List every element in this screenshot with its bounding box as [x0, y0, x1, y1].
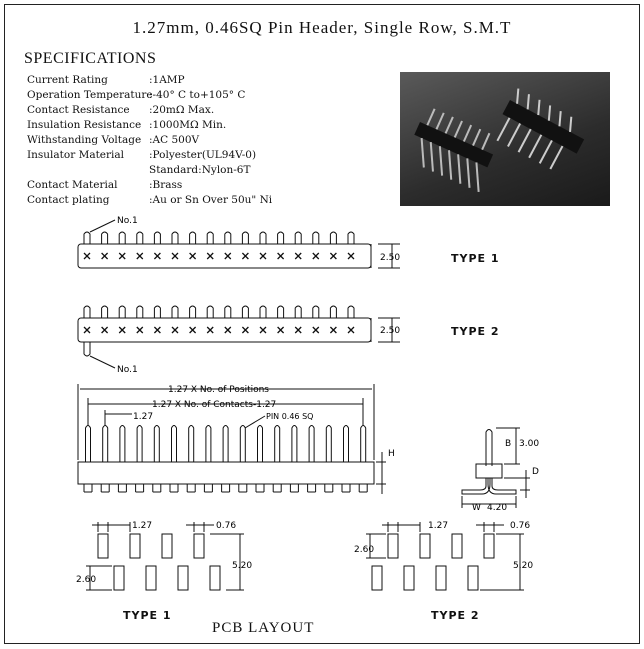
pin-x-mark [260, 253, 266, 259]
spec-label: Withstanding Voltage [27, 134, 142, 146]
smt-pin-tail [119, 306, 125, 318]
spec-label: Contact Material [27, 179, 118, 191]
pcb-type2-label: TYPE 2 [431, 609, 480, 622]
front-pin [275, 426, 280, 463]
smt-pin-tail [225, 306, 231, 318]
smt-pin-tail [137, 306, 143, 318]
smt-pin-tail [330, 232, 336, 244]
type1-top-view [78, 220, 400, 268]
pcb-pad [114, 566, 124, 590]
front-pin [137, 426, 142, 463]
type2-top-view [78, 306, 400, 368]
spec-label: Contact plating [27, 194, 110, 206]
spec-value: :Polyester(UL94V-0) [149, 149, 257, 161]
pin-x-mark [172, 327, 178, 333]
side-body [476, 464, 502, 478]
pin-x-mark [330, 253, 336, 259]
smt-pin-tail [313, 306, 319, 318]
smt-pin-tail [313, 232, 319, 244]
smt-pin-tail [348, 232, 354, 244]
type2-label: TYPE 2 [451, 325, 500, 338]
pin-x-mark [190, 253, 196, 259]
spec-value: :1AMP [149, 74, 185, 86]
pcb-pad [484, 534, 494, 558]
spec-label: Insulation Resistance [27, 119, 142, 131]
smt-pin-tail [242, 306, 248, 318]
pcb-pad [162, 534, 172, 558]
pcb1-260: 2.60 [76, 575, 97, 585]
pin-x-mark [190, 327, 196, 333]
dim-contacts-label: 1.27 X No. of Contacts-1.27 [152, 400, 277, 410]
pcb-pad [388, 534, 398, 558]
pin-x-mark [278, 327, 284, 333]
pin-x-mark [278, 253, 284, 259]
smt-pin-tail [84, 232, 90, 244]
smt-pin-tail [260, 306, 266, 318]
smt-pin-tail [348, 306, 354, 318]
smt-pin-tail [102, 306, 108, 318]
pin-x-mark [242, 253, 248, 259]
front-pin [154, 426, 159, 463]
pin-x-mark [348, 253, 354, 259]
w-value: 4.20 [487, 503, 508, 513]
side-tail-right [488, 478, 516, 494]
front-pin [361, 426, 366, 463]
pin-x-mark [84, 327, 90, 333]
d-label: D [532, 467, 539, 477]
spec-value: :AC 500V [149, 134, 200, 146]
spec-label: Operation Temperature [27, 89, 153, 101]
smt-pin-tail [207, 232, 213, 244]
pitch-label: 1.27 [133, 412, 154, 422]
smt-pin-tail [242, 232, 248, 244]
pin-x-mark [207, 253, 213, 259]
dim-positions-label: 1.27 X No. of Positions [168, 385, 269, 395]
pcb-type1-label: TYPE 1 [123, 609, 172, 622]
smt-pin-tail [190, 306, 196, 318]
pcb-pad [130, 534, 140, 558]
pin-x-mark [119, 253, 125, 259]
pcb1-pitch: 1.27 [132, 521, 153, 531]
smt-pin-tail [260, 232, 266, 244]
front-pin [292, 426, 297, 463]
smt-pin-tail [172, 232, 178, 244]
smt-pin-tail [278, 232, 284, 244]
no1-label-top: No.1 [117, 216, 138, 226]
pin-x-mark [225, 327, 231, 333]
pcb2-width: 0.76 [510, 521, 531, 531]
smt-pin-tail [172, 306, 178, 318]
w-label: W [472, 503, 481, 513]
spec-label: Contact Resistance [27, 104, 130, 116]
pin-x-mark [172, 253, 178, 259]
pcb-pad [210, 566, 220, 590]
pcb-layout-title: PCB LAYOUT [212, 620, 315, 636]
front-pin [189, 426, 194, 463]
pcb1-width: 0.76 [216, 521, 237, 531]
side-tail-left [462, 478, 490, 494]
smt-pin-tail [207, 306, 213, 318]
smt-pin-tail [154, 306, 160, 318]
front-pin [344, 426, 349, 463]
pin-x-mark [102, 327, 108, 333]
pcb-pad [178, 566, 188, 590]
pin-x-mark [242, 327, 248, 333]
page-title: 1.27mm, 0.46SQ Pin Header, Single Row, S.M.T [132, 18, 512, 37]
pin-x-mark [313, 253, 319, 259]
smt-pin-tail [295, 232, 301, 244]
pin-x-mark [207, 327, 213, 333]
spec-value: :-40° C to+105° C [149, 89, 246, 101]
smt-pin-tail [330, 306, 336, 318]
pin-x-mark [154, 327, 160, 333]
pcb1-520: 5.20 [232, 561, 253, 571]
pcb2-520: 5.20 [513, 561, 534, 571]
h-label: H [388, 449, 395, 459]
pin-x-mark [119, 327, 125, 333]
pcb2-pitch: 1.27 [428, 521, 449, 531]
front-pin [326, 426, 331, 463]
pcb-pad [452, 534, 462, 558]
pin-size-label: PIN 0.46 SQ [266, 412, 314, 421]
spec-label: Insulator Material [27, 149, 125, 161]
smt-pin-tail-bottom [84, 342, 90, 356]
pcb-pad [98, 534, 108, 558]
spec-value: :Brass [149, 179, 183, 191]
pin-x-mark [137, 253, 143, 259]
pin-x-mark [260, 327, 266, 333]
pcb-pad [372, 566, 382, 590]
pcb-pad [436, 566, 446, 590]
b-label: B [505, 439, 512, 449]
smt-pin-tail [154, 232, 160, 244]
front-pin [172, 426, 177, 463]
spec-label: Current Rating [27, 74, 108, 86]
front-pin [258, 426, 263, 463]
b-value: 3.00 [519, 439, 540, 449]
smt-pin-tail [102, 232, 108, 244]
smt-pin-tail [119, 232, 125, 244]
height-250-type1: 2.50 [380, 253, 401, 263]
front-pin [120, 426, 125, 463]
pcb-pad [404, 566, 414, 590]
pin-leader [245, 416, 265, 428]
pin-x-mark [313, 327, 319, 333]
front-pin [240, 426, 245, 463]
smt-pin-tail [225, 232, 231, 244]
smt-pin-tail [295, 306, 301, 318]
pin-x-mark [295, 327, 301, 333]
pin-x-mark [154, 253, 160, 259]
pcb-pad [146, 566, 156, 590]
pin-x-mark [137, 327, 143, 333]
pcb-pad [468, 566, 478, 590]
front-pin [309, 426, 314, 463]
front-pin [103, 426, 108, 463]
type1-label: TYPE 1 [451, 252, 500, 265]
smt-pin-tail [278, 306, 284, 318]
front-body [78, 462, 374, 484]
side-pin [486, 430, 492, 467]
pin-x-mark [84, 253, 90, 259]
specifications-heading: SPECIFICATIONS [24, 50, 157, 67]
spec-value: :20mΩ Max. [149, 104, 215, 116]
pin-x-mark [330, 327, 336, 333]
pin-x-mark [348, 327, 354, 333]
height-250-type2: 2.50 [380, 326, 401, 336]
pin-x-mark [102, 253, 108, 259]
pcb-pad [194, 534, 204, 558]
pin-x-mark [295, 253, 301, 259]
smt-pin-tail [84, 306, 90, 318]
pin-x-mark [225, 253, 231, 259]
pcb2-260: 2.60 [354, 545, 375, 555]
smt-pin-tail [190, 232, 196, 244]
front-pin [206, 426, 211, 463]
spec-value: Standard:Nylon-6T [149, 164, 251, 176]
spec-value: :1000MΩ Min. [149, 119, 227, 131]
spec-value: :Au or Sn Over 50u" Ni [149, 194, 273, 206]
no1-label-bottom: No.1 [117, 365, 138, 375]
front-pin [223, 426, 228, 463]
smt-pin-tail [137, 232, 143, 244]
no1-leader [90, 220, 115, 232]
no1-leader [90, 356, 115, 368]
pcb-pad [420, 534, 430, 558]
front-pin [86, 426, 91, 463]
pcb-layout-drawings [86, 522, 524, 590]
